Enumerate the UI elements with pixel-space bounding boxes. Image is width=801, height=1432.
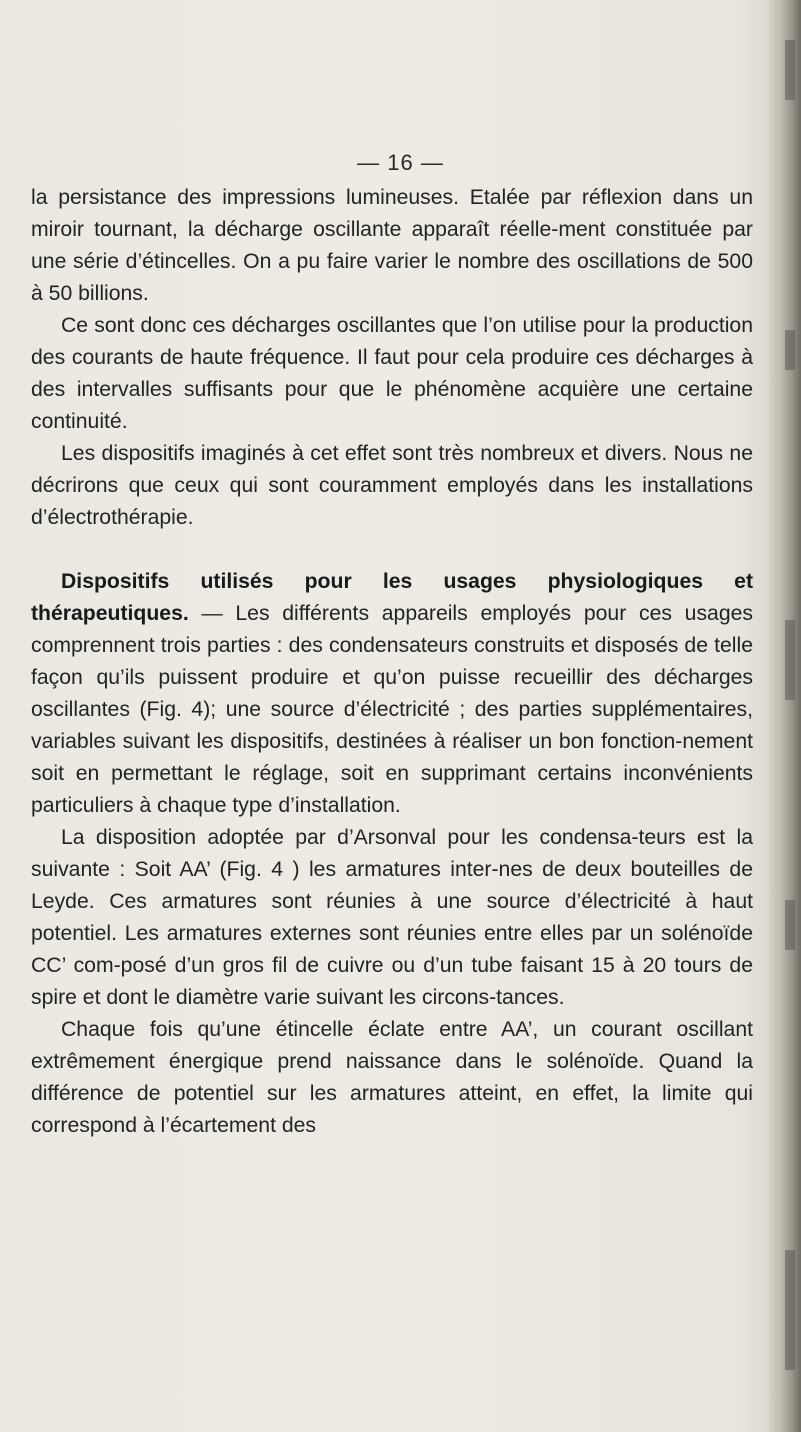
paragraph: Les dispositifs imaginés à cet effet sont très nombreux et divers. Nous ne décrirons que ceux qui sont couramment employés dans les installations d’électrothérapie. (31, 442, 753, 529)
page-number: — 16 — (357, 150, 444, 175)
section-text: — Les différents appareils employés pour ces usages comprennent trois parties : des condensateurs construits et disposés de telle façon qu’ils puissent produire et qu’on puisse recueillir des décharges oscillantes (Fig. 4); une source d’électricité ; des parties supplémentaires, variables suivant les dispositifs, destinées à réaliser un bon fonction-nement soit en permettant le réglage, soit en supprimant certains inconvénients particuliers à chaque type d’installation. (31, 602, 753, 817)
paragraph-continuation: la persistance des impressions lumineuses. Etalée par réflexion dans un miroir tournant, la décharge oscillante apparaît réelle-ment constituée par une série d’étincelles. On a pu faire varier le nombre des oscillations de 500 à 50 billions. (31, 186, 753, 305)
body-text (31, 182, 753, 1142)
binding-shadow (785, 40, 795, 100)
binding-shadow (785, 900, 795, 950)
section-heading: Dispositifs utilisés pour les usages physiologiques et thérapeutiques. (31, 570, 753, 625)
book-binding-edge (767, 0, 801, 1432)
paragraph: Ce sont donc ces décharges oscillantes que l’on utilise pour la production des courants de haute fréquence. Il faut pour cela produire ces décharges à des intervalles suffisants pour que le phénomène acquière une certaine continuité. (31, 314, 753, 433)
binding-shadow (785, 330, 795, 370)
section-paragraph (31, 566, 753, 822)
binding-shadow (785, 1250, 795, 1370)
paragraph: La disposition adoptée par d’Arsonval pour les condensa-teurs est la suivante : Soit AA’ (Fig. 4 ) les armatures inter-nes de deux bouteilles de Leyde. Ces armatures sont réunies à une source d’électricité à haut potentiel. Les armatures externes sont réunies entre elles par un solénoïde CC’ com-posé d’un gros fil de cuivre ou d’un tube faisant 15 à 20 tours de spire et dont le diamètre varie suivant les circons-tances. (31, 826, 753, 1009)
paragraph: Chaque fois qu’une étincelle éclate entre AA’, un courant oscillant extrêmement énergique prend naissance dans le solénoïde. Quand la différence de potentiel sur les armatures atteint, en effet, la limite qui correspond à l’écartement des (31, 1018, 753, 1137)
binding-shadow (785, 620, 795, 700)
